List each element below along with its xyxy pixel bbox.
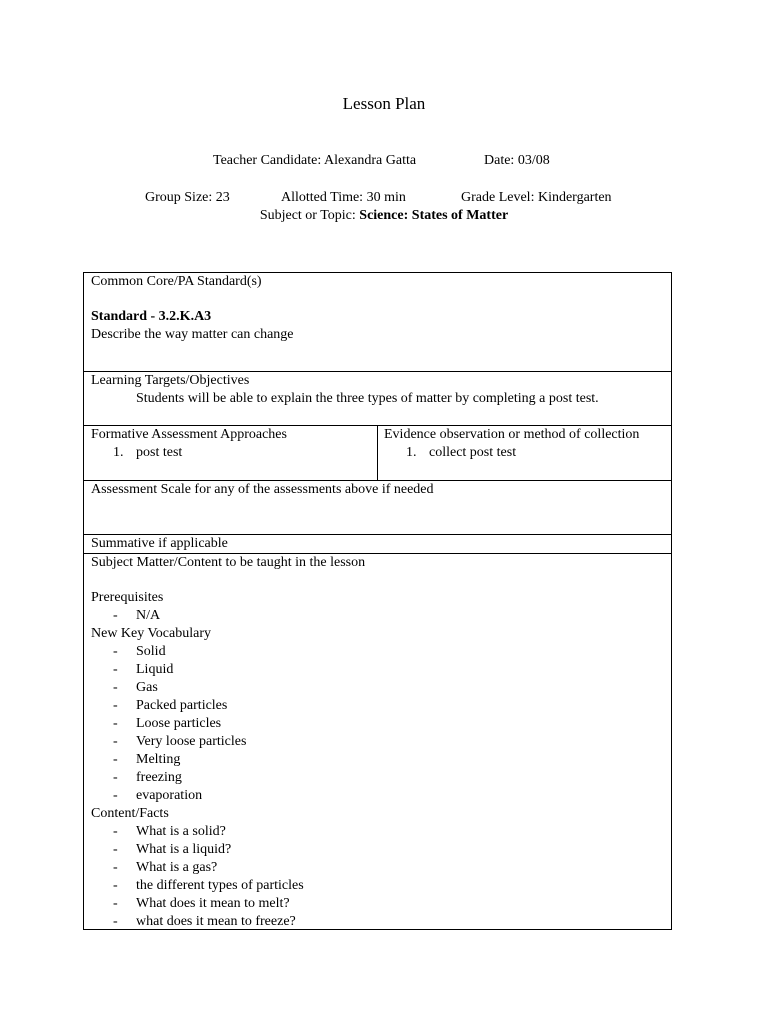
objectives-text: Students will be able to explain the three types of matter by completing a post test. (136, 391, 599, 406)
list-dash: - (113, 752, 118, 767)
facts-heading: Content/Facts (91, 806, 169, 821)
vocabulary-list (91, 643, 671, 805)
list-dash: - (113, 878, 118, 893)
teacher-candidate: Teacher Candidate: Alexandra Gatta (213, 153, 417, 168)
evidence-item-text: collect post test (429, 445, 517, 460)
assessment-scale-section (84, 481, 671, 535)
list-dash: - (113, 680, 118, 695)
lesson-table (83, 272, 672, 930)
list-item (91, 877, 671, 895)
assessment-section (84, 426, 671, 481)
evidence-column (378, 426, 671, 480)
list-dash: - (113, 860, 118, 875)
evidence-item (384, 444, 671, 462)
list-item-text: What is a gas? (136, 860, 218, 875)
list-item (91, 715, 671, 733)
list-item-text: Loose particles (136, 716, 222, 731)
list-item (91, 733, 671, 751)
list-dash: - (113, 608, 118, 623)
list-item-text: N/A (136, 608, 161, 623)
evidence-item-number: 1. (406, 445, 417, 460)
list-item-text: What does it mean to melt? (136, 896, 290, 911)
document-title: Lesson Plan (342, 94, 426, 113)
grade-level: Grade Level: Kindergarten (461, 190, 612, 205)
formative-item-text: post test (136, 445, 183, 460)
subject-line (0, 207, 768, 225)
list-item-text: Solid (136, 644, 166, 659)
list-item (91, 679, 671, 697)
list-item-text: Packed particles (136, 698, 228, 713)
list-item (91, 751, 671, 769)
list-item (91, 607, 671, 625)
list-item-text: what does it mean to freeze? (136, 914, 296, 929)
lesson-date: Date: 03/08 (484, 153, 550, 168)
group-time-grade-line (0, 189, 768, 207)
list-dash: - (113, 842, 118, 857)
list-item-text: evaporation (136, 788, 203, 803)
standards-heading: Common Core/PA Standard(s) (91, 274, 262, 289)
summative-section (84, 535, 671, 554)
list-item-text: What is a liquid? (136, 842, 232, 857)
list-item (91, 643, 671, 661)
standard-code: Standard - 3.2.K.A3 (91, 309, 212, 324)
content-heading: Subject Matter/Content to be taught in the lesson (91, 555, 366, 570)
list-item (91, 859, 671, 877)
list-item-text: What is a solid? (136, 824, 226, 839)
vocabulary-heading: New Key Vocabulary (91, 626, 212, 641)
formative-heading: Formative Assessment Approaches (91, 427, 287, 442)
list-dash: - (113, 644, 118, 659)
objectives-heading: Learning Targets/Objectives (91, 373, 250, 388)
list-dash: - (113, 698, 118, 713)
list-dash: - (113, 662, 118, 677)
list-item (91, 895, 671, 913)
list-dash: - (113, 896, 118, 911)
list-item (91, 823, 671, 841)
standards-section (84, 273, 671, 372)
list-item-text: Melting (136, 752, 181, 767)
list-item-text: Very loose particles (136, 734, 247, 749)
facts-list (91, 823, 671, 931)
formative-item (91, 444, 377, 462)
list-item (91, 787, 671, 805)
list-item-text: Liquid (136, 662, 174, 677)
subject-prefix: Subject or Topic: (259, 208, 360, 223)
list-dash: - (113, 716, 118, 731)
list-dash: - (113, 734, 118, 749)
teacher-date-line (0, 152, 768, 170)
list-item-text: freezing (136, 770, 182, 785)
prerequisites-list (91, 607, 671, 625)
objectives-section (84, 372, 671, 426)
list-item (91, 697, 671, 715)
standard-description: Describe the way matter can change (91, 327, 294, 342)
list-item (91, 661, 671, 679)
allotted-time: Allotted Time: 30 min (281, 190, 406, 205)
list-item-text: the different types of particles (136, 878, 304, 893)
formative-item-number: 1. (113, 445, 124, 460)
list-item (91, 769, 671, 787)
list-item-text: Gas (136, 680, 158, 695)
list-dash: - (113, 770, 118, 785)
list-item (91, 913, 671, 931)
formative-column (84, 426, 378, 480)
content-section (84, 554, 671, 929)
list-dash: - (113, 824, 118, 839)
prerequisites-heading: Prerequisites (91, 590, 164, 605)
list-dash: - (113, 914, 118, 929)
summative-heading: Summative if applicable (91, 536, 228, 551)
group-size: Group Size: 23 (145, 190, 230, 205)
assessment-scale-heading: Assessment Scale for any of the assessments above if needed (91, 482, 434, 497)
evidence-heading: Evidence observation or method of collection (384, 427, 640, 442)
list-item (91, 841, 671, 859)
list-dash: - (113, 788, 118, 803)
subject-value: Science: States of Matter (359, 208, 509, 223)
